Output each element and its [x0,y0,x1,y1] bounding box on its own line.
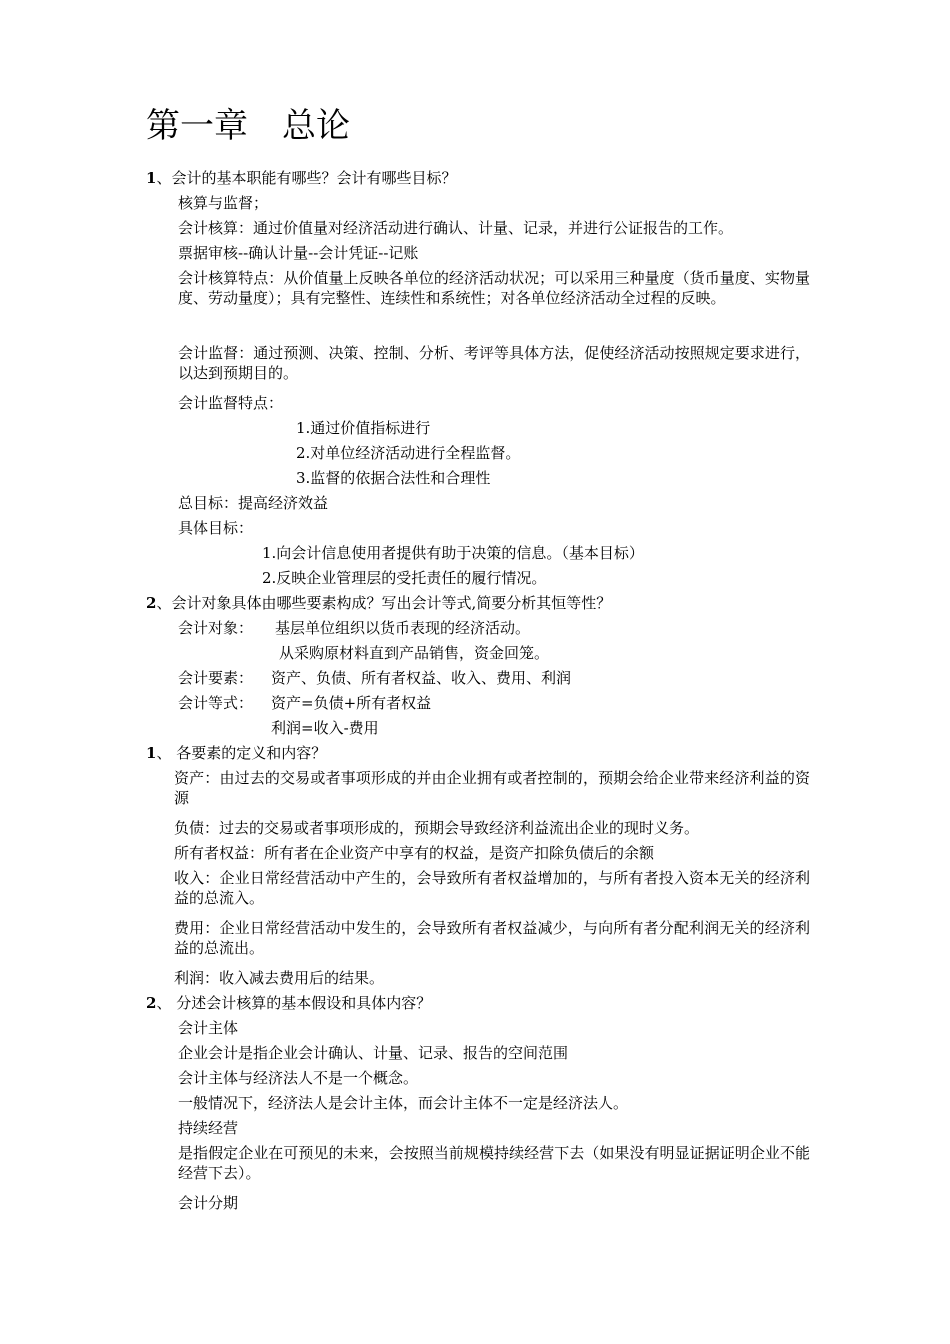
paragraph: 企业会计是指企业会计确认、计量、记录、报告的空间范围 [178,1044,569,1062]
chapter-name: 总论 [282,106,350,146]
paragraph: 核算与监督； [178,194,269,212]
paragraph: 具体目标： [178,519,254,537]
chapter-title [146,104,350,148]
question-number: 2 [146,994,157,1012]
list-item: 3.监督的依据合法性和合理性 [296,469,491,487]
paragraph: 从采购原材料直到产品销售，资金回笼。 [279,644,550,662]
list-item: 2.对单位经济活动进行全程监督。 [296,444,521,462]
question-number: 2 [146,594,157,612]
list-item: 1.向会计信息使用者提供有助于决策的信息。（基本目标） [262,544,644,562]
paragraph: 会计核算：通过价值量对经济活动进行确认、计量、记录，并进行公证报告的工作。 [178,219,734,237]
paragraph: 资产：由过去的交易或者事项形成的并由企业拥有或者控制的，预期会给企业带来经济利益的资源 [174,769,810,807]
row-value: 基层单位组织以货币表现的经济活动。 [275,619,531,637]
question-number: 1 [146,744,157,762]
paragraph: 收入：企业日常经营活动中产生的，会导致所有者权益增加的，与所有者投入资本无关的经济利益的总流入。 [174,869,810,907]
paragraph: 总目标：提高经济效益 [178,494,329,512]
paragraph: 票据审核--确认计量--会计凭证--记账 [178,244,419,262]
paragraph: 利润=收入-费用 [271,719,379,737]
question-2 [146,593,611,613]
paragraph: 利润：收入减去费用后的结果。 [174,969,385,987]
question-number: 1 [146,169,157,187]
row-label: 会计等式： [178,694,254,712]
accounting-object-row [178,618,530,638]
row-label: 会计要素： [178,669,254,687]
accounting-elements-row [178,668,571,688]
question-1 [146,168,456,188]
paragraph: 负债：过去的交易或者事项形成的，预期会导致经济利益流出企业的现时义务。 [174,819,700,837]
row-value: 资产、负债、所有者权益、收入、费用、利润 [271,669,572,687]
paragraph: 会计核算特点：从价值量上反映各单位的经济活动状况；可以采用三种量度（货币量度、实物量度、劳动量度）；具有完整性、连续性和系统性；对各单位经济活动全过程的反映。 [178,269,810,307]
question-text: 、会计对象具体由哪些要素构成？写出会计等式,简要分析其恒等性？ [156,594,612,612]
question-4 [146,993,431,1013]
paragraph: 会计主体与经济法人不是一个概念。 [178,1069,419,1087]
list-item: 2.反映企业管理层的受托责任的履行情况。 [262,569,547,587]
chapter-number: 第一章 [146,106,248,146]
accounting-equation-row [178,693,431,713]
subheading: 持续经营 [178,1119,239,1137]
row-value: 资产=负债+所有者权益 [271,694,432,712]
paragraph: 会计监督：通过预测、决策、控制、分析、考评等具体方法，促使经济活动按照规定要求进行，以达到预期目的。 [178,344,810,382]
subheading: 会计分期 [178,1194,239,1212]
row-label: 会计对象： [178,619,254,637]
paragraph: 会计监督特点： [178,394,284,412]
paragraph: 是指假定企业在可预见的未来，会按照当前规模持续经营下去（如果没有明显证据证明企业不能经营下去）。 [178,1144,810,1182]
question-text: 、 各要素的定义和内容？ [156,744,327,762]
paragraph: 费用：企业日常经营活动中发生的，会导致所有者权益减少，与向所有者分配利润无关的经济利益的总流出。 [174,919,810,957]
subheading: 会计主体 [178,1019,239,1037]
question-3 [146,743,326,763]
list-item: 1.通过价值指标进行 [296,419,431,437]
question-text: 、 分述会计核算的基本假设和具体内容？ [156,994,432,1012]
paragraph: 一般情况下，经济法人是会计主体，而会计主体不一定是经济法人。 [178,1094,629,1112]
paragraph: 所有者权益：所有者在企业资产中享有的权益，是资产扣除负债后的余额 [174,844,655,862]
question-text: 、会计的基本职能有哪些？会计有哪些目标？ [156,169,457,187]
